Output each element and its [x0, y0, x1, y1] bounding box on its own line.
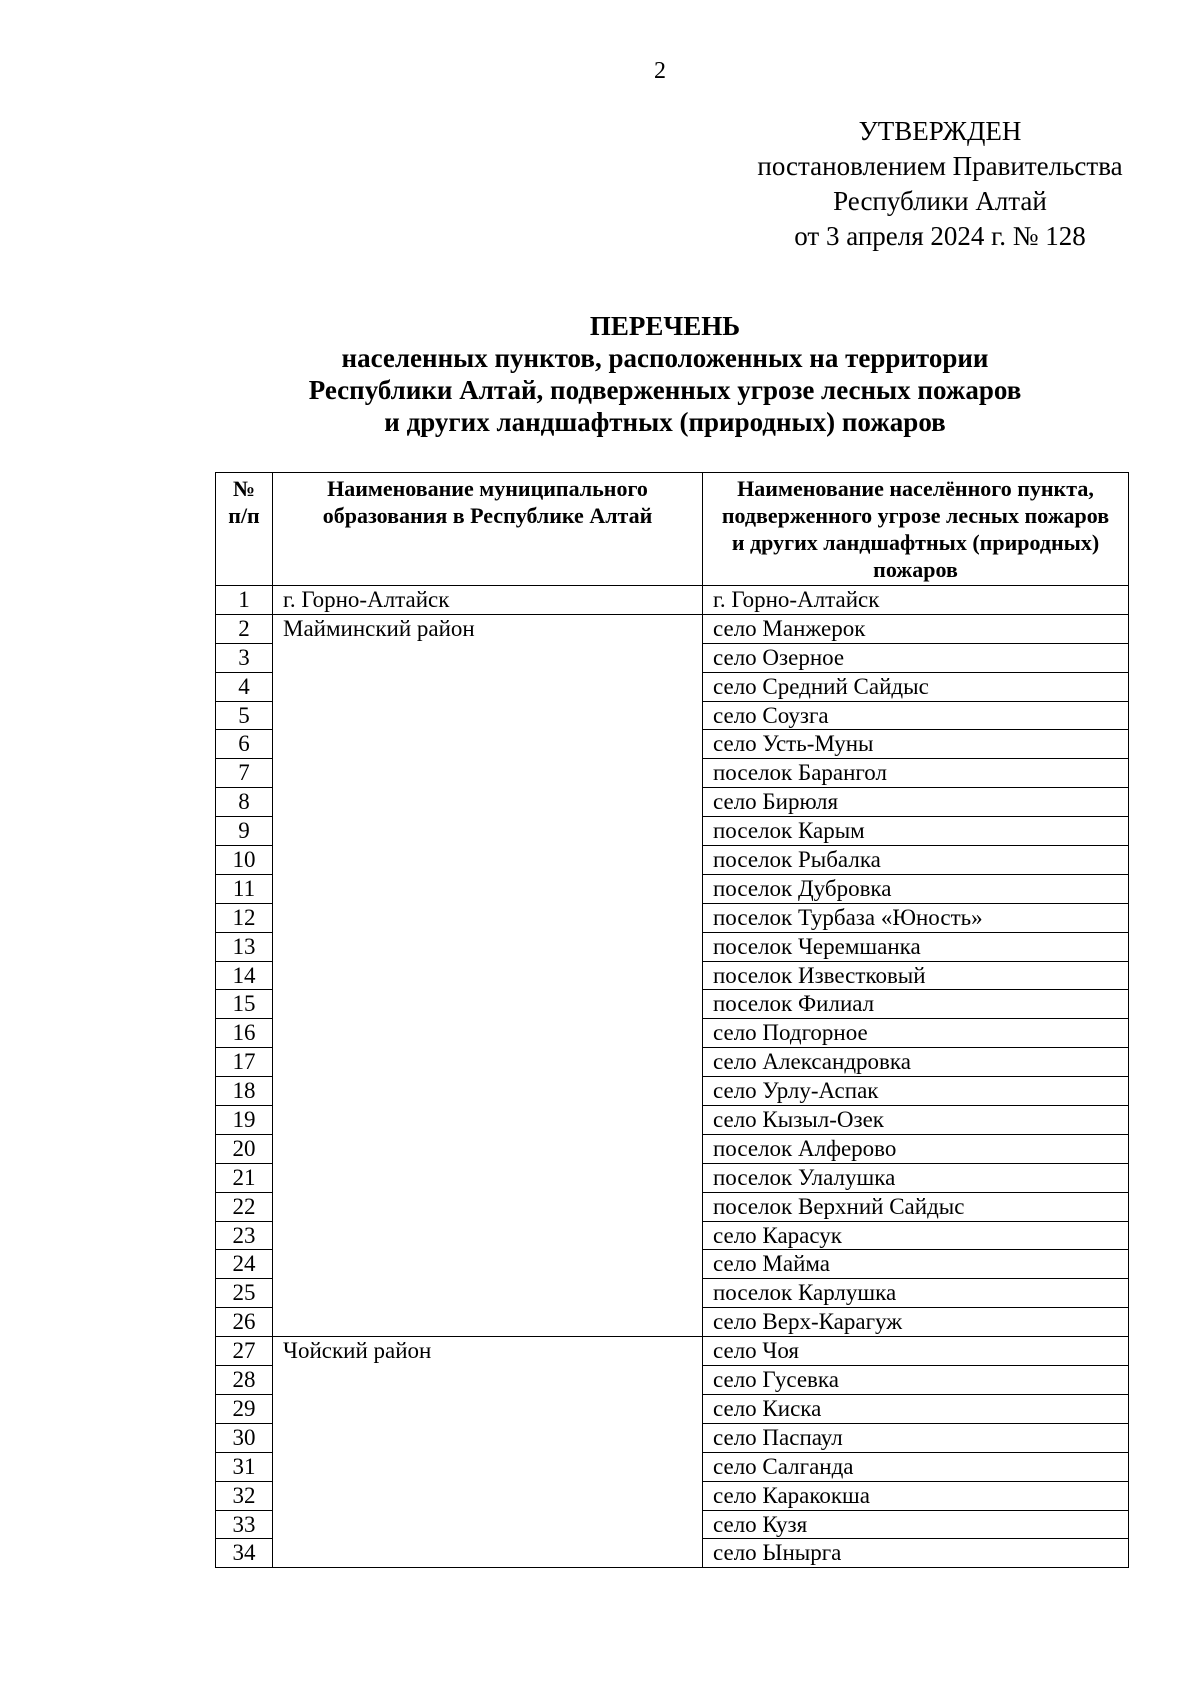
- row-number: 2: [216, 614, 273, 643]
- settlement-cell: поселок Черемшанка: [703, 932, 1129, 961]
- row-number: 26: [216, 1308, 273, 1337]
- settlement-cell: село Каракокша: [703, 1481, 1129, 1510]
- settlement-cell: г. Горно-Алтайск: [703, 586, 1129, 615]
- row-number: 14: [216, 961, 273, 990]
- approval-line: от 3 апреля 2024 г. № 128: [794, 221, 1086, 251]
- row-number: 33: [216, 1510, 273, 1539]
- settlement-cell: поселок Алферово: [703, 1134, 1129, 1163]
- table-row: [216, 586, 1129, 615]
- title-line: населенных пунктов, расположенных на территории: [341, 343, 989, 373]
- row-number: 11: [216, 874, 273, 903]
- settlement-cell: село Гусевка: [703, 1366, 1129, 1395]
- approval-stamp: [720, 114, 1160, 254]
- header-number: № п/п: [216, 473, 273, 586]
- settlement-cell: село Киска: [703, 1394, 1129, 1423]
- row-number: 29: [216, 1394, 273, 1423]
- settlement-cell: село Бирюля: [703, 788, 1129, 817]
- settlement-cell: село Озерное: [703, 643, 1129, 672]
- settlement-cell: поселок Карлушка: [703, 1279, 1129, 1308]
- row-number: 5: [216, 701, 273, 730]
- row-number: 27: [216, 1337, 273, 1366]
- row-number: 21: [216, 1163, 273, 1192]
- settlement-cell: село Кузя: [703, 1510, 1129, 1539]
- row-number: 24: [216, 1250, 273, 1279]
- municipality-cell: Майминский район: [273, 614, 703, 1336]
- row-number: 1: [216, 586, 273, 615]
- header-settlement: Наименование населённого пункта, подверженного угрозе лесных пожаров и других ландшафтных (природных) пожаров: [703, 473, 1129, 586]
- table-body: [216, 586, 1129, 1568]
- settlements-table: [215, 472, 1129, 1568]
- row-number: 30: [216, 1423, 273, 1452]
- settlement-cell: поселок Барангол: [703, 759, 1129, 788]
- row-number: 4: [216, 672, 273, 701]
- title-line: ПЕРЕЧЕНЬ: [589, 311, 741, 341]
- row-number: 16: [216, 1019, 273, 1048]
- settlement-cell: село Кызыл-Озек: [703, 1106, 1129, 1135]
- municipality-cell: г. Горно-Алтайск: [273, 586, 703, 615]
- table-header-row: [216, 473, 1129, 586]
- row-number: 32: [216, 1481, 273, 1510]
- row-number: 12: [216, 903, 273, 932]
- settlement-cell: поселок Филиал: [703, 990, 1129, 1019]
- settlement-cell: село Майма: [703, 1250, 1129, 1279]
- settlement-cell: село Средний Сайдыс: [703, 672, 1129, 701]
- settlement-cell: село Подгорное: [703, 1019, 1129, 1048]
- row-number: 22: [216, 1192, 273, 1221]
- settlement-cell: поселок Карым: [703, 817, 1129, 846]
- header-municipality: Наименование муниципального образования в Республике Алтай: [273, 473, 703, 586]
- row-number: 7: [216, 759, 273, 788]
- row-number: 31: [216, 1452, 273, 1481]
- row-number: 15: [216, 990, 273, 1019]
- approval-line: постановлением Правительства: [757, 151, 1123, 181]
- row-number: 19: [216, 1106, 273, 1135]
- row-number: 20: [216, 1134, 273, 1163]
- settlement-cell: поселок Верхний Сайдыс: [703, 1192, 1129, 1221]
- settlement-cell: поселок Турбаза «Юность»: [703, 903, 1129, 932]
- row-number: 8: [216, 788, 273, 817]
- row-number: 34: [216, 1539, 273, 1568]
- settlement-cell: село Соузга: [703, 701, 1129, 730]
- row-number: 9: [216, 817, 273, 846]
- settlement-cell: село Карасук: [703, 1221, 1129, 1250]
- row-number: 18: [216, 1077, 273, 1106]
- row-number: 28: [216, 1366, 273, 1395]
- settlement-cell: село Усть-Муны: [703, 730, 1129, 759]
- title-line: и других ландшафтных (природных) пожаров: [384, 407, 946, 437]
- row-number: 17: [216, 1048, 273, 1077]
- settlement-cell: село Урлу-Аспак: [703, 1077, 1129, 1106]
- document-title: [200, 310, 1130, 438]
- row-number: 23: [216, 1221, 273, 1250]
- settlement-cell: поселок Дубровка: [703, 874, 1129, 903]
- table-row: [216, 614, 1129, 643]
- settlement-cell: поселок Известковый: [703, 961, 1129, 990]
- row-number: 10: [216, 846, 273, 875]
- settlement-cell: село Александровка: [703, 1048, 1129, 1077]
- settlement-cell: село Салганда: [703, 1452, 1129, 1481]
- settlement-cell: село Верх-Карагуж: [703, 1308, 1129, 1337]
- row-number: 3: [216, 643, 273, 672]
- municipality-cell: Чойский район: [273, 1337, 703, 1568]
- settlement-cell: село Чоя: [703, 1337, 1129, 1366]
- row-number: 6: [216, 730, 273, 759]
- approval-line: Республики Алтай: [833, 186, 1047, 216]
- approval-line: УТВЕРЖДЕН: [858, 116, 1022, 146]
- title-line: Республики Алтай, подверженных угрозе лесных пожаров: [308, 375, 1022, 405]
- row-number: 13: [216, 932, 273, 961]
- settlement-cell: поселок Улалушка: [703, 1163, 1129, 1192]
- settlement-cell: село Ынырга: [703, 1539, 1129, 1568]
- page-number: 2: [654, 58, 666, 84]
- table-row: [216, 1337, 1129, 1366]
- row-number: 25: [216, 1279, 273, 1308]
- settlement-cell: село Манжерок: [703, 614, 1129, 643]
- settlement-cell: поселок Рыбалка: [703, 846, 1129, 875]
- settlement-cell: село Паспаул: [703, 1423, 1129, 1452]
